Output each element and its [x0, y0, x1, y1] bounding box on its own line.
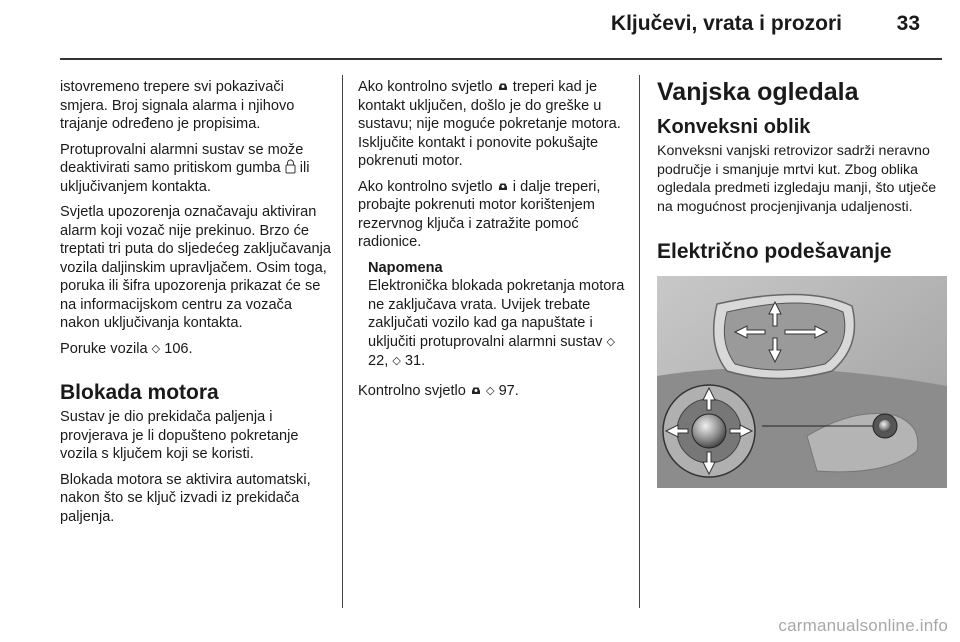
reference-arrow-icon: ◇ — [606, 335, 615, 348]
subsection-heading: Konveksni oblik — [657, 116, 811, 138]
paragraph: Poruke vozila ◇ 106. — [60, 340, 193, 357]
section-title: Ključevi, vrata i prozori — [610, 12, 842, 35]
note-title: Napomena — [368, 259, 443, 276]
paragraph: Konveksni vanjski retrovizor sadrži neravno područje i smanjuje mrtvi kut. Zbog oblika ogledala predmeti izgledaju manji, što utječe na mogućnost procjenjivanja udaljenosti. — [657, 143, 937, 215]
paragraph: Ako kontrolno svjetlo i dalje treperi, probajte pokrenuti motor korištenjem rezervnog ključa i zatražite pomoć radionice. — [358, 178, 601, 250]
page-reference[interactable]: 22, — [368, 353, 389, 369]
page-reference[interactable]: 97. — [498, 382, 519, 399]
header-divider — [60, 58, 942, 60]
column-divider — [639, 75, 640, 608]
paragraph: Protuprovalni alarmni sustav se može deaktivirati samo pritiskom gumba ili uključivanjem kontakta. — [60, 141, 310, 195]
page-reference[interactable]: 106. — [164, 340, 193, 357]
paragraph: Blokada motora se aktivira automatski, nakon što se ključ izvadi iz prekidača paljenja. — [60, 471, 311, 525]
paragraph: Svjetla upozorenja označavaju aktiviran alarm koji vozač nije prekinuo. Brzo će treptati tri puta do sljedećeg zaključavanja vozila daljinskim upravljačem. Osim toga, poruka ili šifra upozorenja prikazat će se na informacijskom centru za vozača nakon uključivanja kontakta. — [60, 204, 331, 331]
car-key-icon — [470, 385, 482, 396]
note-box — [368, 259, 630, 372]
paragraph: Sustav je dio prekidača paljenja i provjerava je li dopušteno pokretanje vozila s ključem koji se koristi. — [60, 409, 299, 462]
car-key-icon — [497, 81, 509, 92]
watermark: carmanualsonline.info — [778, 616, 948, 635]
paragraph: Kontrolno svjetlo ◇ 97. — [358, 382, 519, 399]
reference-arrow-icon: ◇ — [392, 355, 401, 367]
column-2 — [358, 78, 630, 408]
mirror-adjustment-illustration — [657, 276, 947, 488]
note-text: Elektronička blokada pokretanja motora ne zaključava vrata. Uvijek trebate zaključati vozilo kad ga napuštate i uključiti protuprovalni alarmni sustav — [368, 278, 625, 350]
lock-button-icon — [285, 159, 296, 174]
column-3 — [657, 78, 952, 488]
section-heading: Vanjska ogledala — [657, 78, 859, 106]
paragraph: Ako kontrolno svjetlo treperi kad je kontakt uključen, došlo je do greške u sustavu; nije moguće pokretanje motora. Isključite kontakt i ponovite pokušajte pokrenuti motor. — [358, 79, 621, 169]
paragraph: istovremeno trepere svi pokazivači smjera. Broj signala alarma i njihovo trajanje određeno je propisima. — [60, 79, 295, 132]
page-reference[interactable]: 31. — [404, 353, 426, 369]
section-heading: Blokada motora — [60, 381, 219, 404]
column-1 — [60, 78, 335, 533]
subsection-heading: Električno podešavanje — [657, 240, 892, 263]
reference-arrow-icon: ◇ — [151, 342, 161, 355]
car-key-icon — [497, 181, 509, 192]
reference-arrow-icon: ◇ — [486, 384, 495, 397]
column-divider — [342, 75, 343, 608]
page-number: 33 — [896, 12, 920, 35]
